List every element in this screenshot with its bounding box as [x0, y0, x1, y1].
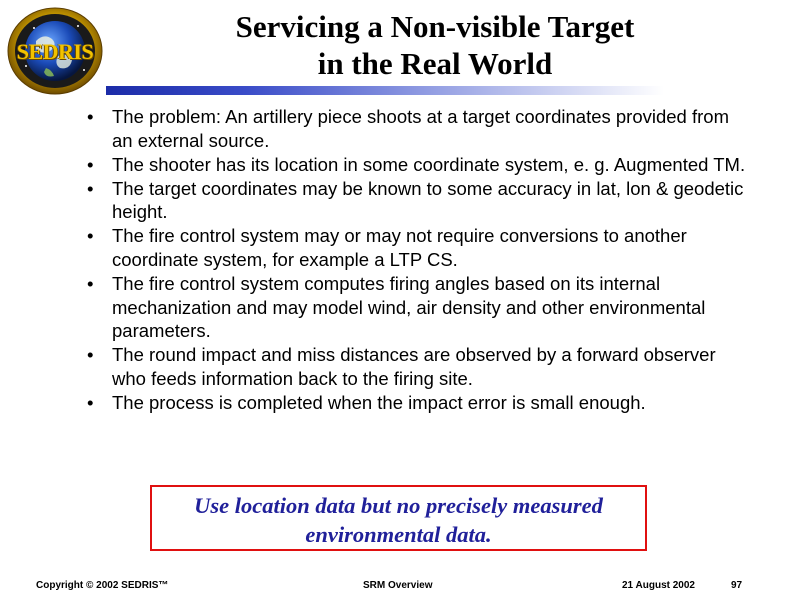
bullet-text: The round impact and miss distances are observed by a forward observer who feeds information back to the firing site.: [112, 344, 716, 390]
footer-copyright: Copyright © 2002 SEDRIS™: [36, 580, 169, 591]
bullet-icon: •: [87, 225, 94, 247]
callout-line-2: environmental data.: [305, 522, 492, 547]
title-line-1: Servicing a Non-visible Target: [235, 9, 635, 44]
title-underline: [106, 86, 664, 95]
bullet-item: [86, 105, 746, 152]
bullet-icon: •: [87, 344, 94, 366]
bullet-item: [86, 391, 746, 415]
bullet-text: The target coordinates may be known to some accuracy in lat, lon & geodetic height.: [112, 177, 744, 223]
bullet-item: [86, 272, 746, 343]
callout-line-1: Use location data but no precisely measured: [194, 493, 603, 518]
title-line-2: in the Real World: [317, 46, 553, 81]
footer-page-number: 97: [731, 580, 743, 591]
footer-presentation-title: SRM Overview: [363, 580, 433, 591]
sedris-logo: [6, 6, 104, 96]
slide-title: [105, 8, 765, 82]
bullet-list: [86, 105, 746, 415]
bullet-text: The process is completed when the impact error is small enough.: [112, 392, 646, 414]
bullet-icon: •: [87, 106, 94, 127]
bullet-item: [86, 224, 746, 271]
bullet-icon: •: [87, 153, 94, 175]
bullet-text: The shooter has its location in some coordinate system, e. g. Augmented TM.: [112, 153, 746, 175]
bullet-icon: •: [87, 273, 94, 295]
callout-box: [150, 485, 647, 551]
bullet-icon: •: [87, 177, 94, 199]
bullet-icon: •: [87, 392, 94, 414]
bullet-item: [86, 153, 746, 177]
footer-date: 21 August 2002: [622, 580, 695, 591]
bullet-item: [86, 177, 746, 224]
bullet-text: The fire control system computes firing angles based on its internal mechanization and may model wind, air density and other environmental parameters.: [112, 273, 706, 342]
logo-text: SEDRIS: [16, 39, 94, 64]
bullet-text: The problem: An artillery piece shoots at a target coordinates provided from an external source.: [112, 106, 729, 151]
bullet-item: [86, 343, 746, 390]
bullet-text: The fire control system may or may not require conversions to another coordinate system, for example a LTP CS.: [112, 225, 687, 271]
